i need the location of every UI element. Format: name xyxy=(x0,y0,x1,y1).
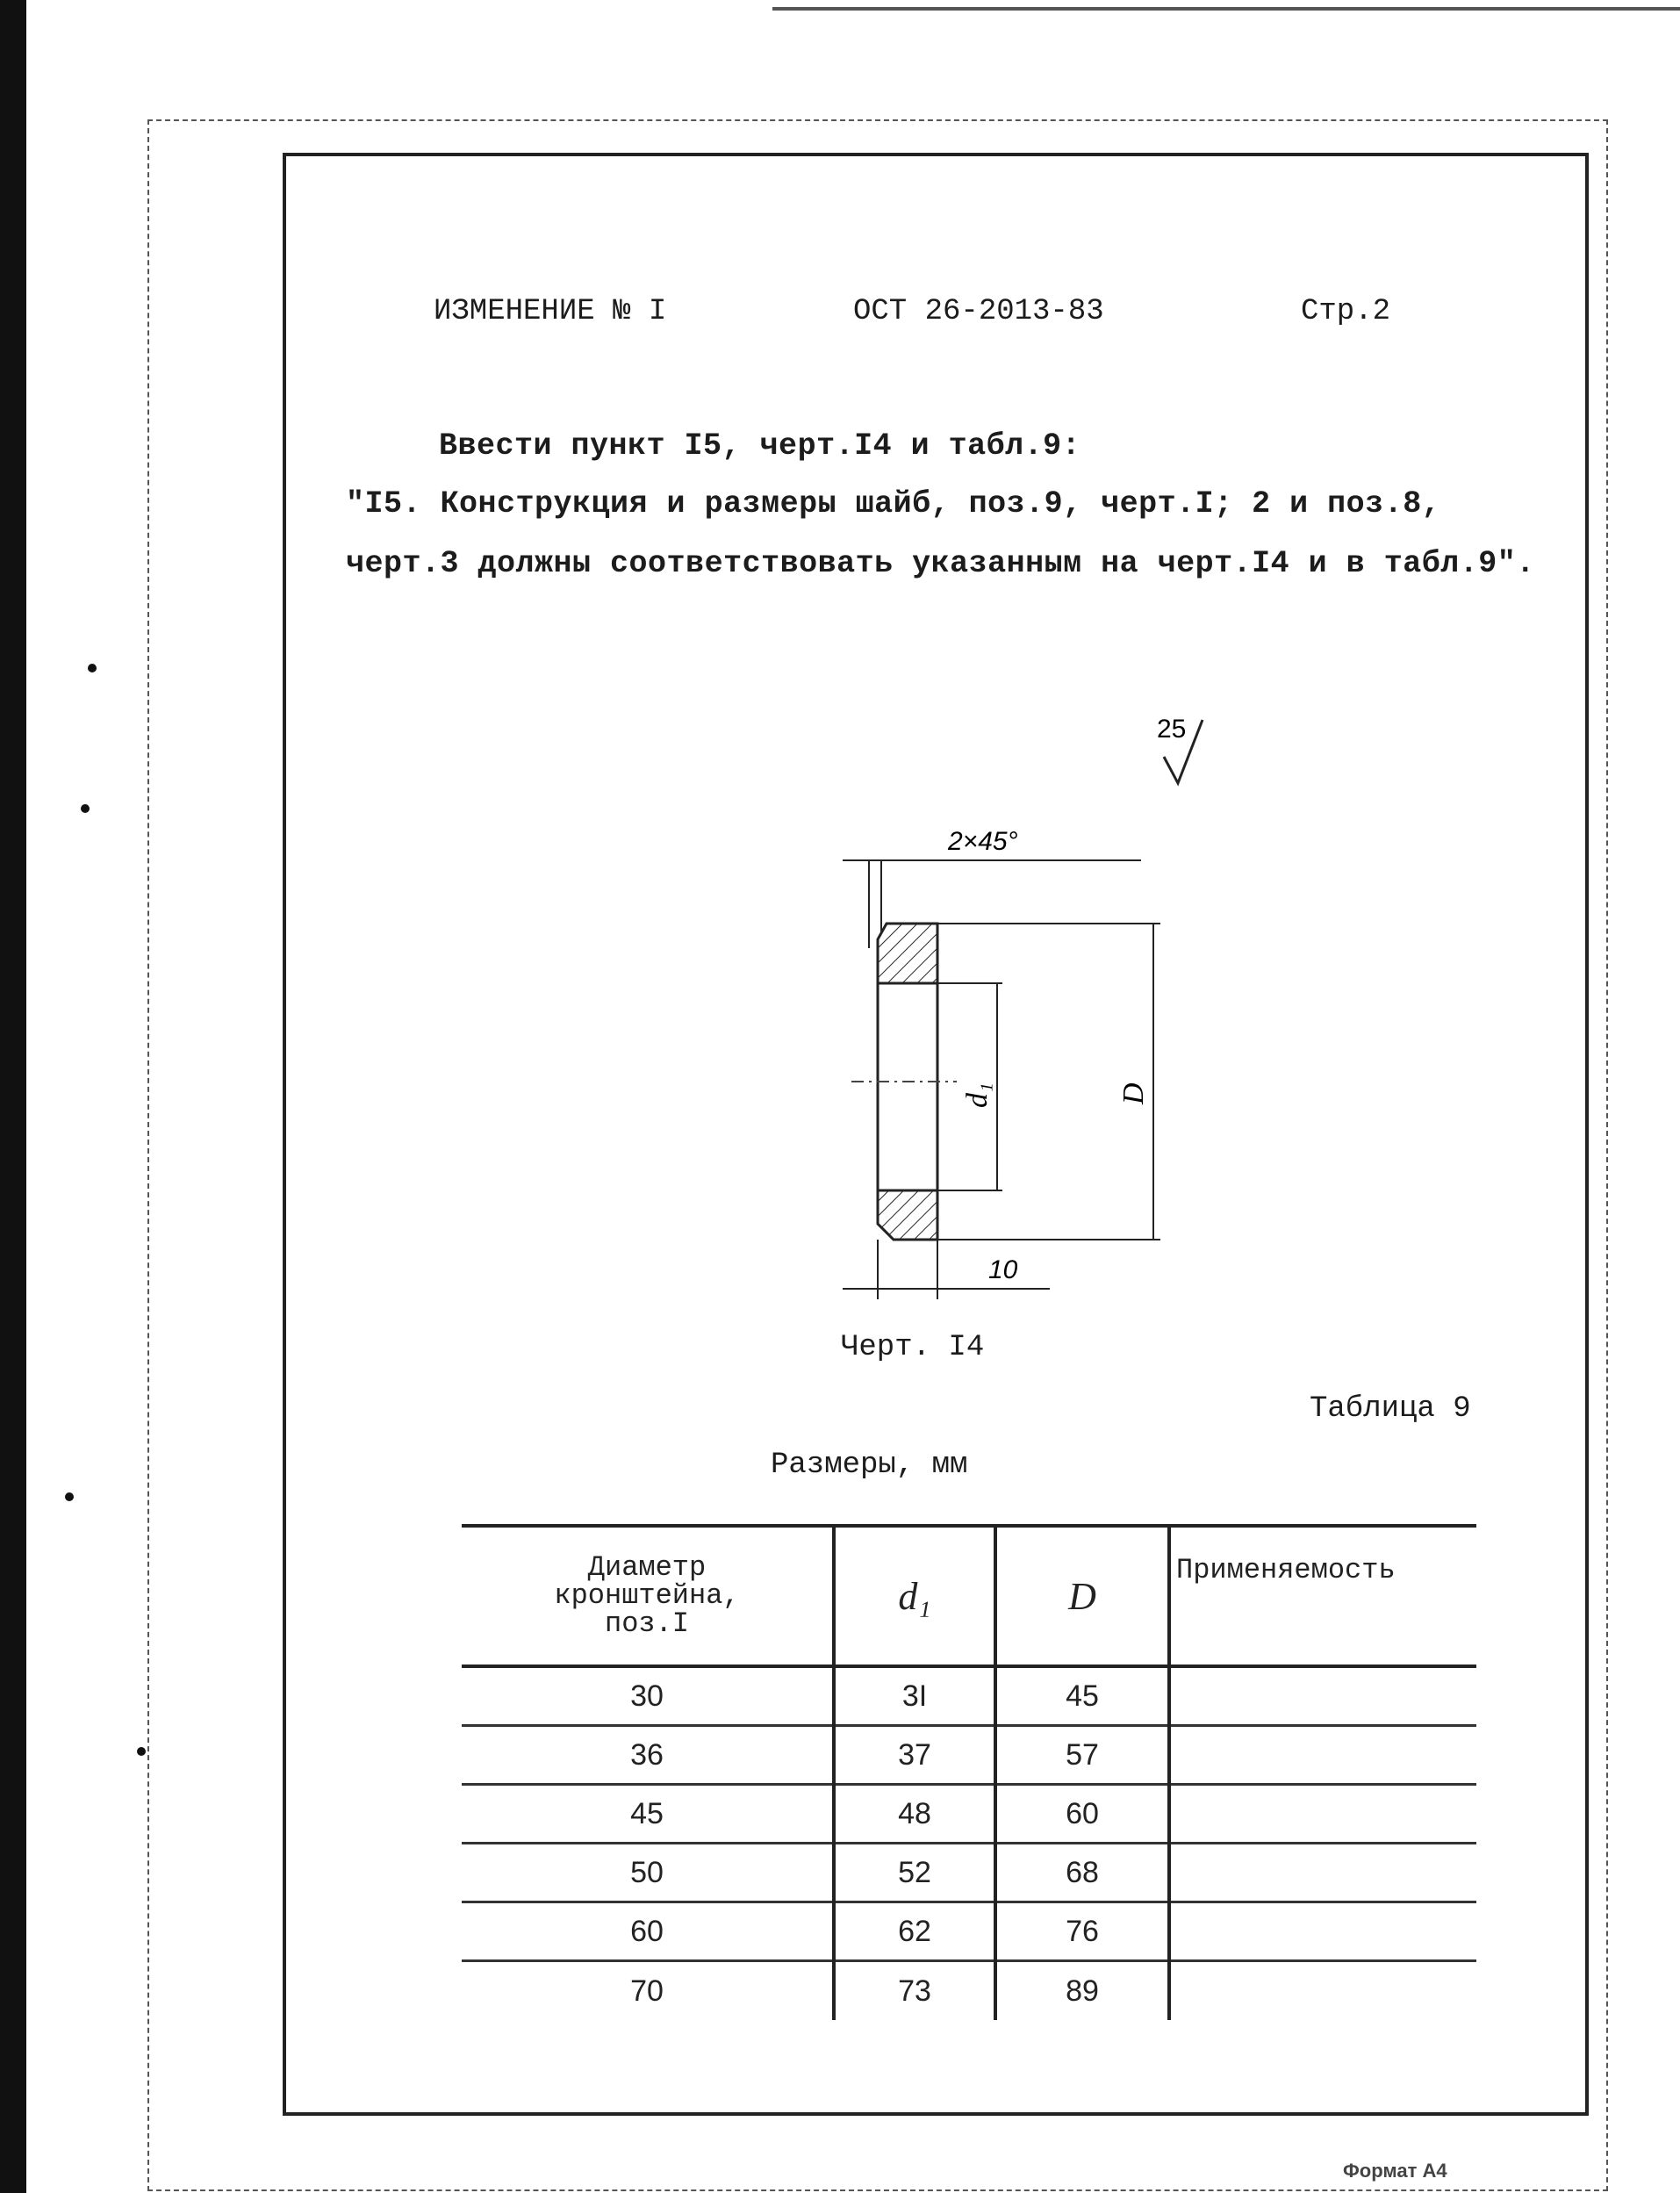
standard-number: ОСТ 26-2013-83 xyxy=(853,295,1104,328)
scan-speck xyxy=(88,664,97,672)
header-D: D xyxy=(995,1526,1169,1666)
table-row xyxy=(462,1902,1476,1961)
cell-d1: 52 xyxy=(834,1844,995,1902)
cell-diameter: 45 xyxy=(462,1785,834,1844)
table-row xyxy=(462,1785,1476,1844)
cell-D: 60 xyxy=(995,1785,1169,1844)
inner-diameter-dimension xyxy=(937,983,1002,1190)
scan-speck xyxy=(137,1747,146,1756)
cell-d1: 37 xyxy=(834,1726,995,1785)
thickness-dimension xyxy=(843,1240,1050,1299)
cell-applicability xyxy=(1169,1961,1476,2021)
header-diameter: Диаметр кронштейна, поз.I xyxy=(462,1526,834,1666)
change-number: ИЗМЕНЕНИЕ № I xyxy=(434,295,667,328)
cell-applicability xyxy=(1169,1785,1476,1844)
cell-d1: 73 xyxy=(834,1961,995,2021)
scan-top-line xyxy=(772,7,1680,11)
outer-diameter-dimension xyxy=(937,924,1160,1240)
header-d1: d₁ xyxy=(834,1526,995,1666)
cell-diameter: 70 xyxy=(630,1974,664,2008)
cell-applicability xyxy=(1169,1666,1476,1726)
cell-d1: 62 xyxy=(834,1902,995,1961)
cell-D: 68 xyxy=(995,1844,1169,1902)
thickness-value: 10 xyxy=(988,1255,1018,1284)
cell-diameter: 36 xyxy=(462,1726,834,1785)
cell-D: 76 xyxy=(995,1902,1169,1961)
cell-diameter: 30 xyxy=(462,1666,834,1726)
cell-applicability xyxy=(1169,1902,1476,1961)
cell-diameter: 60 xyxy=(462,1902,834,1961)
scan-speck xyxy=(65,1492,74,1501)
body-line-1: Ввести пункт I5, черт.I4 и табл.9: xyxy=(439,428,1081,464)
cell-d1: 48 xyxy=(834,1785,995,1844)
body-line-2: "I5. Конструкция и размеры шайб, поз.9, черт.I; 2 и поз.8, xyxy=(346,486,1441,521)
header-applicability: Применяемость xyxy=(1169,1526,1476,1666)
roughness-value: 25 xyxy=(1157,715,1187,744)
scan-speck xyxy=(81,804,90,813)
format-label: Формат А4 xyxy=(1343,2160,1447,2182)
body-line-3: черт.3 должны соответствовать указанным на черт.I4 и в табл.9". xyxy=(346,546,1535,581)
outer-diameter-label: D xyxy=(1117,1082,1150,1104)
cell-D: 89 xyxy=(995,1961,1169,2021)
cell-D: 57 xyxy=(995,1726,1169,1785)
page-number: Стр.2 xyxy=(1301,295,1391,328)
scan-edge-bar xyxy=(0,0,26,2193)
dimensions-label: Размеры, мм xyxy=(771,1449,968,1482)
table-row xyxy=(462,1726,1476,1785)
table-row xyxy=(462,1844,1476,1902)
table-row xyxy=(462,1666,1476,1726)
cell-applicability xyxy=(1169,1844,1476,1902)
cell-D: 45 xyxy=(995,1666,1169,1726)
cell-diameter: 50 xyxy=(462,1844,834,1902)
table-label: Таблица 9 xyxy=(1310,1392,1471,1426)
inner-diameter-label: d₁ xyxy=(961,1082,994,1108)
table-header-row xyxy=(462,1526,1476,1666)
dimensions-table xyxy=(462,1524,1476,2020)
washer-drawing xyxy=(825,702,1246,1334)
cell-d1: 3I xyxy=(834,1666,995,1726)
drawing-caption: Черт. I4 xyxy=(841,1331,985,1364)
chamfer-value: 2×45° xyxy=(948,827,1018,856)
cell-applicability xyxy=(1169,1726,1476,1785)
table-row xyxy=(462,1961,1476,2021)
roughness-symbol xyxy=(1157,715,1203,783)
washer-section xyxy=(851,924,957,1240)
